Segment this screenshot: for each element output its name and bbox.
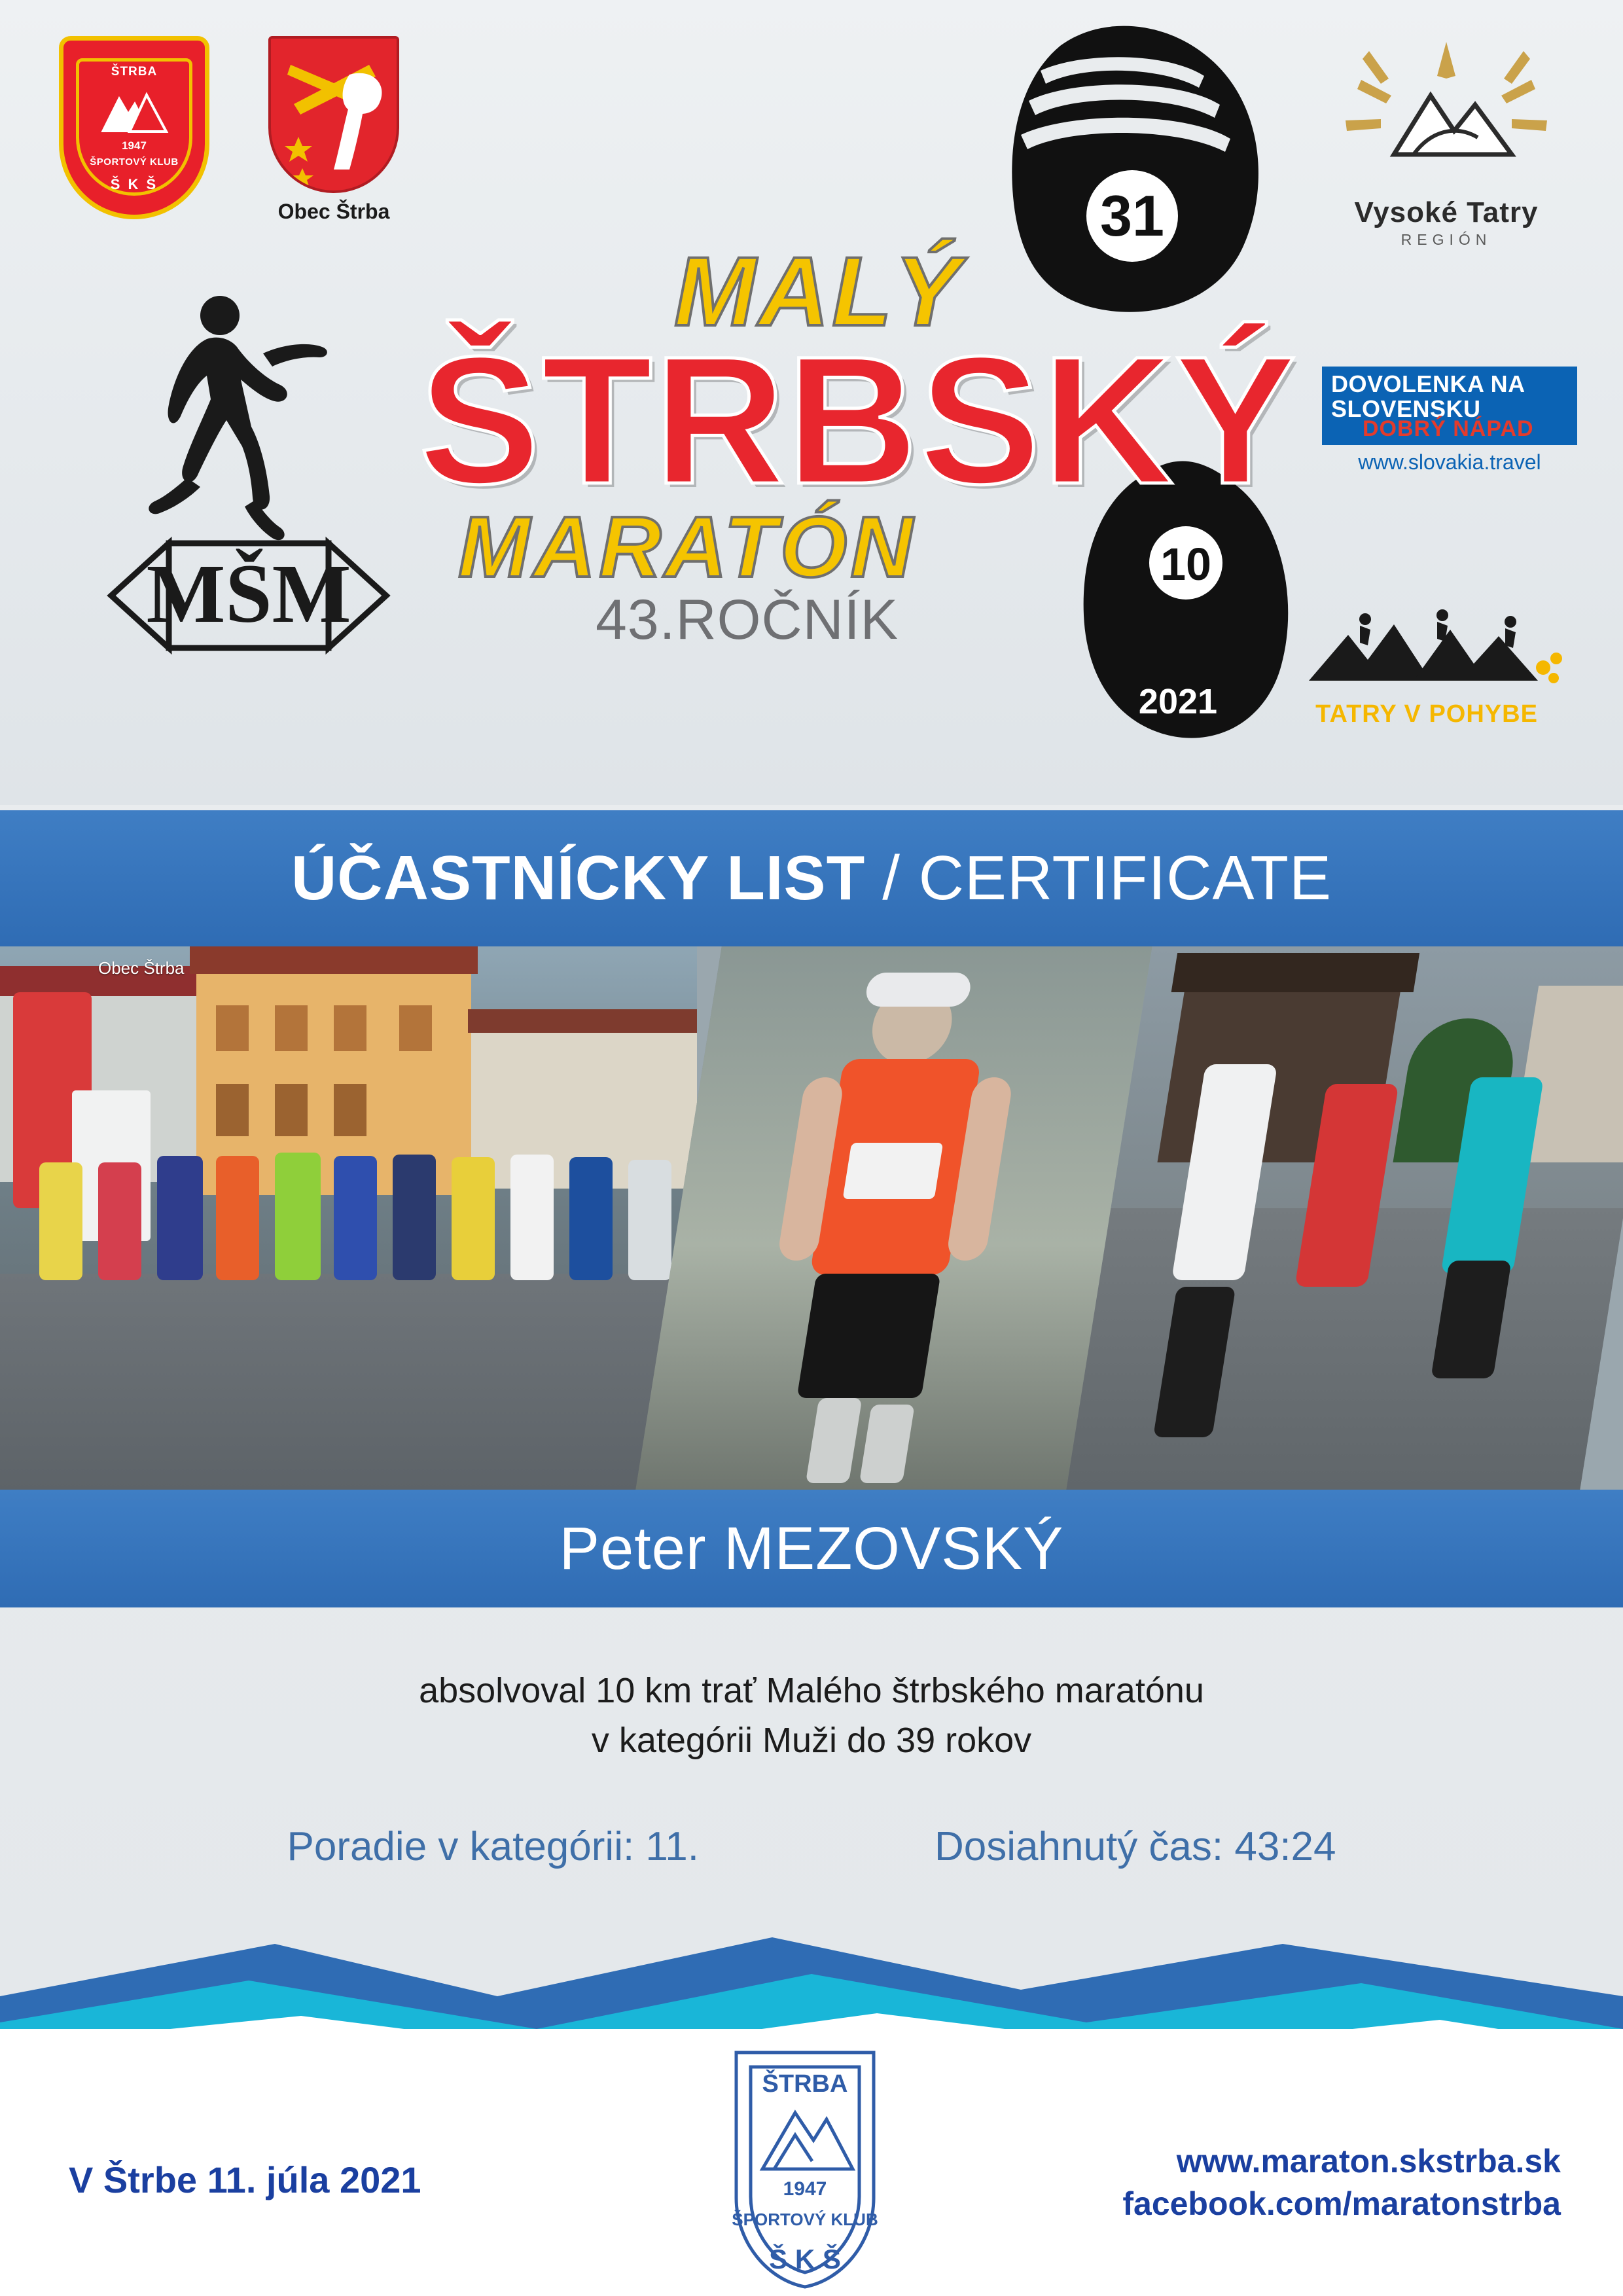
footer-seal-top-text: ŠTRBA	[762, 2070, 848, 2098]
title-maraton: MARATÓN	[458, 499, 916, 596]
emblem-top-text: ŠTRBA	[111, 65, 158, 79]
shoe-big-number: 31	[1100, 183, 1164, 248]
certificate-body	[0, 1607, 1623, 1961]
certificate-title-bar	[0, 810, 1623, 946]
footer-links	[1122, 2140, 1561, 2225]
tatry-mountain-icon	[1315, 33, 1577, 196]
svg-text:MŠM: MŠM	[146, 547, 351, 640]
emblem-mid-text: ŠPORTOVÝ KLUB	[90, 156, 179, 168]
club-emblem-logo	[59, 36, 209, 219]
emblem-bottom-text: Š K Š	[110, 176, 158, 192]
slovakia-travel-line3: DOBRÝ NÁPAD	[1363, 416, 1534, 441]
tatry-v-pohybe-text: TATRY V POHYBE	[1315, 700, 1538, 728]
tatry-v-pohybe-icon	[1302, 602, 1564, 700]
finish-time: Dosiahnutý čas: 43:24	[935, 1824, 1336, 1869]
title-strbsky: ŠTRBSKÝ	[419, 318, 1298, 522]
description-line-1: absolvoval 10 km trať Malého štrbského maratónu	[419, 1671, 1204, 1710]
coa-graphic	[271, 39, 399, 193]
slovakia-travel-line2: SLOVENSKU	[1331, 395, 1481, 422]
footer-seal-mid-text: ŠPORTOVÝ KLUB	[732, 2210, 878, 2229]
results-row	[0, 1823, 1623, 1870]
shoe-year: 2021	[1138, 682, 1218, 721]
header	[0, 0, 1623, 805]
footer	[0, 2029, 1623, 2296]
footer-seal-year: 1947	[783, 2178, 827, 2200]
footer-club-seal	[697, 2041, 913, 2296]
footer-date: V Štrbe 11. júla 2021	[69, 2159, 421, 2200]
title-edition: 43.ROČNÍK	[596, 588, 899, 652]
mountain-icon	[97, 87, 172, 134]
slovakia-travel-banner[interactable]	[1322, 367, 1577, 484]
participant-name-bar	[0, 1490, 1623, 1607]
footer-website[interactable]: www.maraton.skstrba.sk	[1176, 2143, 1561, 2179]
slovakia-travel-url[interactable]: www.slovakia.travel	[1358, 450, 1541, 474]
photo-strip	[0, 946, 1623, 1490]
category-rank: Poradie v kategórii: 11.	[287, 1824, 700, 1869]
emblem-year: 1947	[122, 139, 147, 152]
municipality-label: Obec Štrba	[277, 200, 390, 223]
certificate-title-sk: ÚČASTNÍCKY LIST	[291, 843, 866, 913]
certificate-title-en: / CERTIFICATE	[882, 843, 1332, 913]
msm-runner-logo	[92, 281, 406, 713]
slovakia-travel-line1: DOVOLENKA NA	[1331, 370, 1525, 397]
vysoke-tatry-logo	[1315, 33, 1577, 249]
coa-shield	[268, 36, 399, 193]
vysoke-tatry-name: Vysoké Tatry	[1354, 196, 1539, 228]
footer-facebook[interactable]: facebook.com/maratonstrba	[1122, 2185, 1561, 2222]
footer-seal-bottom-text: Š K Š	[769, 2244, 841, 2274]
municipality-coat-of-arms	[262, 36, 406, 232]
description-line-2: v kategórii Muži do 39 rokov	[591, 1721, 1032, 1760]
photo-start-line	[0, 946, 697, 1490]
event-title-block	[419, 236, 1298, 726]
shoe-small-number: 10	[1160, 539, 1211, 590]
photo-three-runners	[1066, 946, 1623, 1490]
photo-caption-obec-strba: Obec Štrba	[98, 958, 185, 978]
title-maly: MALÝ	[674, 236, 963, 346]
vysoke-tatry-subtitle: REGIÓN	[1400, 231, 1492, 248]
participant-name: Peter MEZOVSKÝ	[559, 1515, 1064, 1582]
tatry-v-pohybe-logo	[1302, 602, 1577, 746]
